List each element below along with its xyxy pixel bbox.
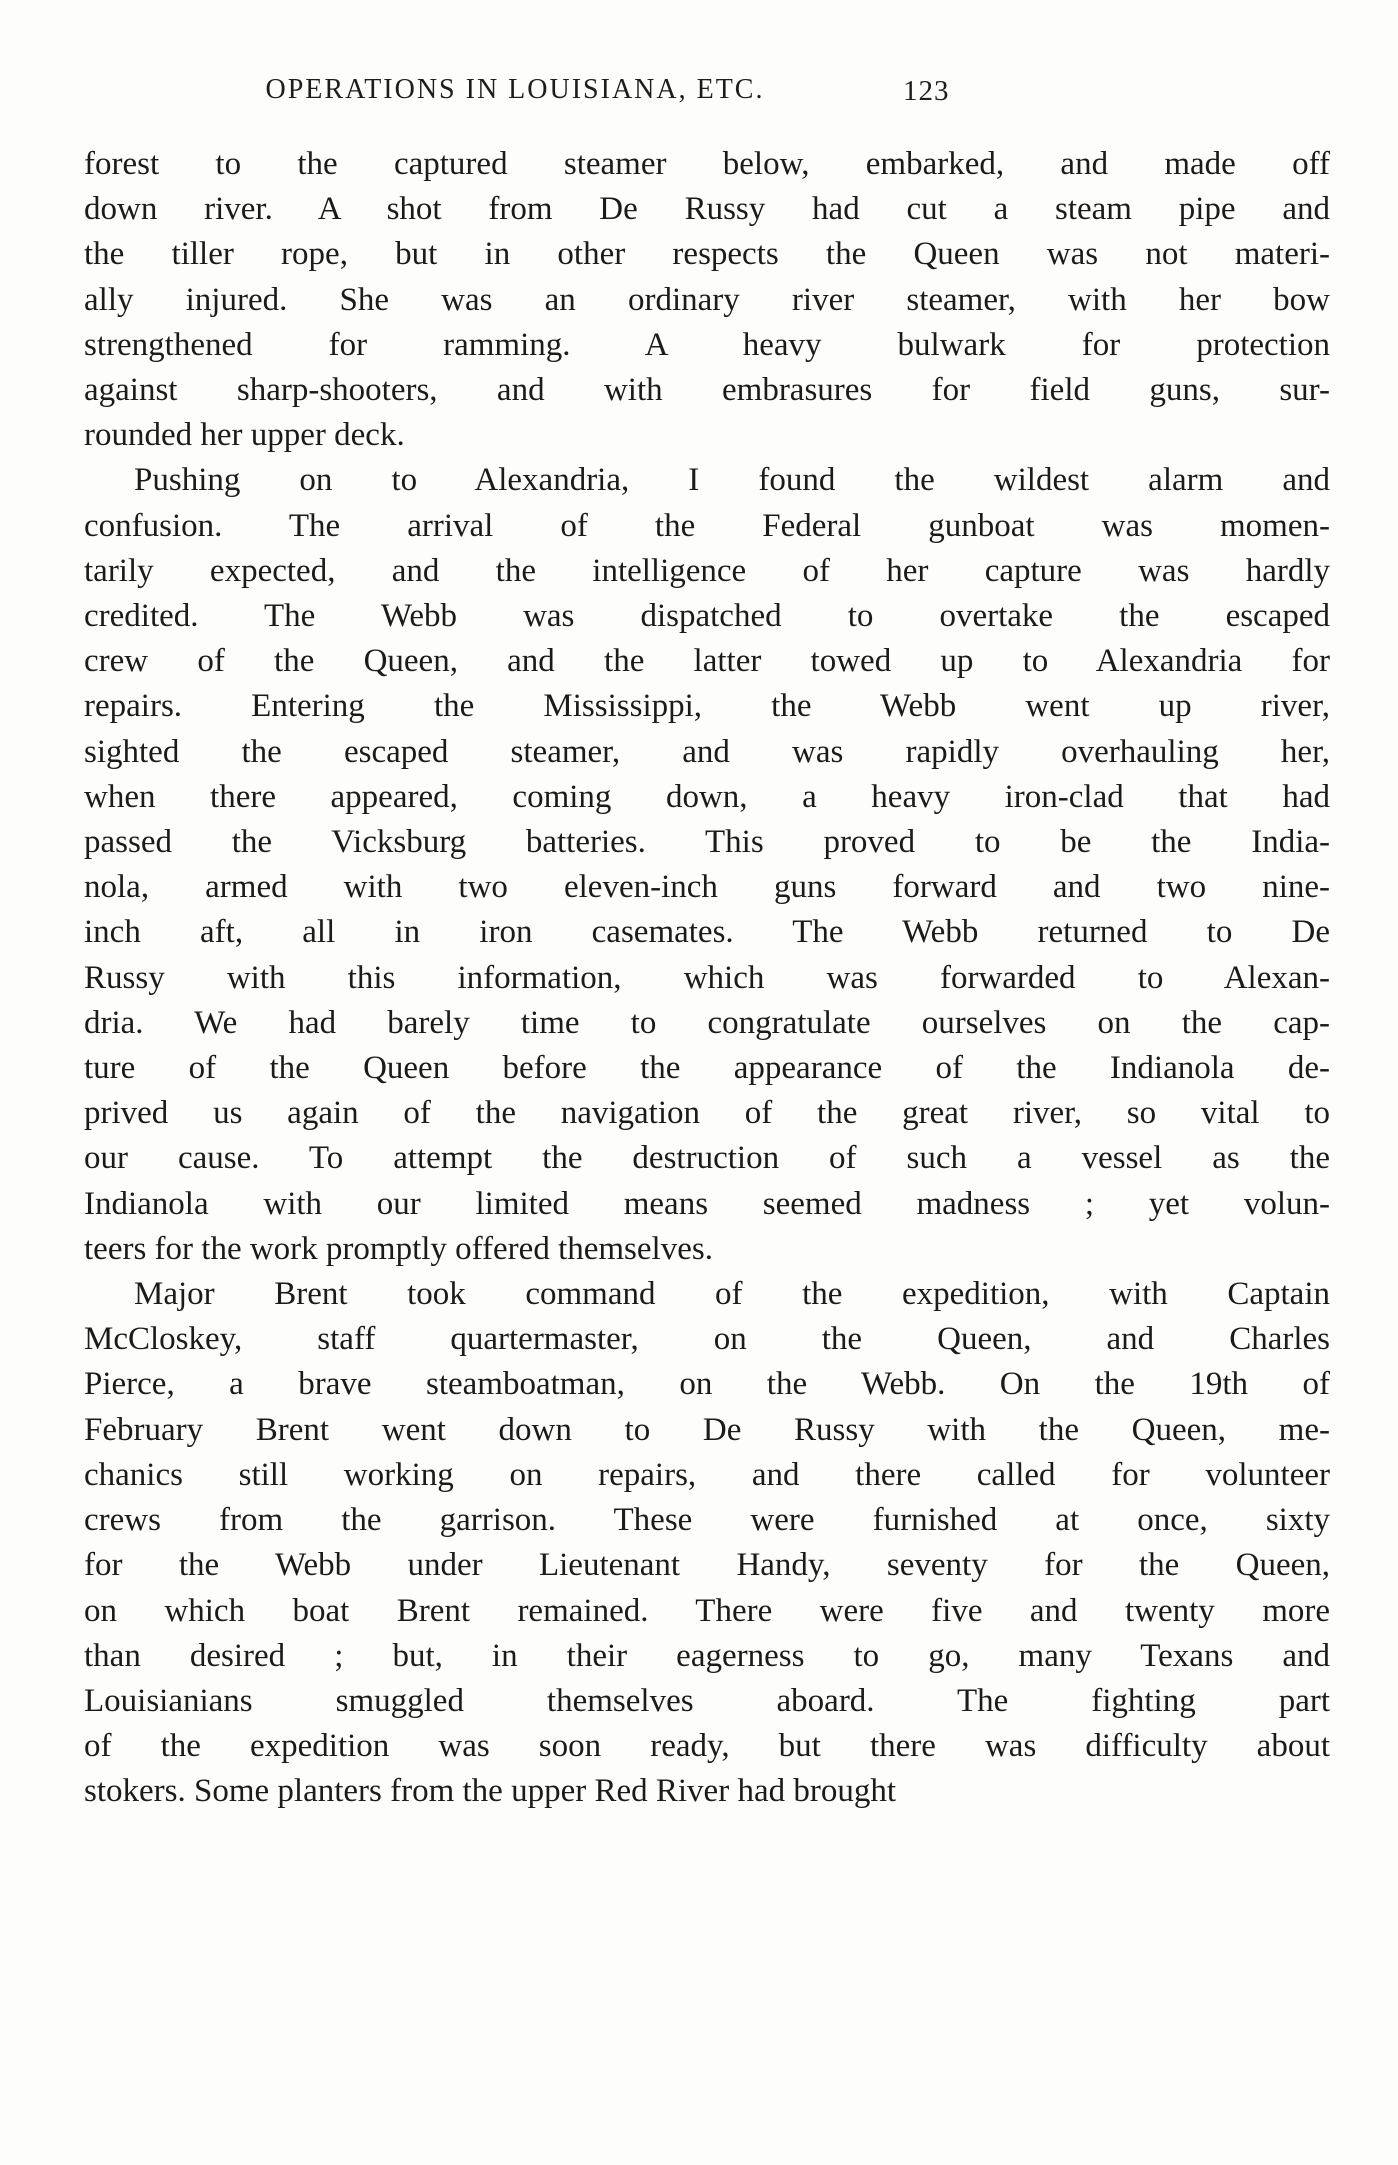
page-header-title: OPERATIONS IN LOUISIANA, ETC. (265, 74, 765, 105)
text-line: against sharp-shooters, and with embrasures for field guns, sur- (84, 372, 1330, 409)
page-number: 123 (903, 75, 950, 107)
text-line: dria. We had barely time to congratulate ourselves on the cap- (84, 1004, 1330, 1041)
text-line: forest to the captured steamer below, embarked, and made off (84, 146, 1330, 182)
text-line: our cause. To attempt the destruction of such a vessel as the (84, 1140, 1330, 1177)
text-line: when there appeared, coming down, a heavy iron-clad that had (84, 778, 1330, 815)
text-line: of the expedition was soon ready, but there was difficulty about (84, 1728, 1330, 1765)
text-line: nola, armed with two eleven-inch guns forward and two nine- (84, 869, 1330, 906)
text-line: February Brent went down to De Russy with the Queen, me- (84, 1411, 1330, 1448)
paragraph (84, 458, 1330, 1272)
text-line: on which boat Brent remained. There were five and twenty more (84, 1592, 1330, 1629)
text-line: rounded her upper deck. (84, 417, 405, 454)
text-line: passed the Vicksburg batteries. This proved to be the India- (84, 824, 1330, 861)
text-line: inch aft, all in iron casemates. The Webb returned to De (84, 914, 1330, 951)
text-line: strengthened for ramming. A heavy bulwark for protection (84, 326, 1330, 363)
paragraph (84, 142, 1330, 458)
text-line: Pushing on to Alexandria, I found the wildest alarm and (134, 462, 1330, 499)
text-line: McCloskey, staff quartermaster, on the Queen, and Charles (84, 1321, 1330, 1358)
text-line: crew of the Queen, and the latter towed up to Alexandria for (84, 643, 1330, 680)
text-line: prived us again of the navigation of the great river, so vital to (84, 1095, 1330, 1132)
paragraph (84, 1272, 1330, 1814)
text-line: stokers. Some planters from the upper Red River had brought (84, 1773, 896, 1810)
text-line: Major Brent took command of the expedition, with Captain (134, 1276, 1330, 1313)
text-line: repairs. Entering the Mississippi, the Webb went up river, (84, 688, 1330, 725)
text-line: sighted the escaped steamer, and was rapidly overhauling her, (84, 733, 1330, 770)
text-line: the tiller rope, but in other respects the Queen was not materi- (84, 236, 1330, 273)
text-line: credited. The Webb was dispatched to overtake the escaped (84, 598, 1330, 635)
text-line: for the Webb under Lieutenant Handy, seventy for the Queen, (84, 1547, 1330, 1584)
text-line: Pierce, a brave steamboatman, on the Webb. On the 19th of (84, 1366, 1330, 1403)
running-header (0, 74, 1398, 114)
text-line: ally injured. She was an ordinary river steamer, with her bow (84, 281, 1330, 318)
text-line: down river. A shot from De Russy had cut a steam pipe and (84, 191, 1330, 228)
text-line: teers for the work promptly offered themselves. (84, 1230, 713, 1267)
text-line: confusion. The arrival of the Federal gunboat was momen- (84, 507, 1330, 544)
text-line: Louisianians smuggled themselves aboard. The fighting part (84, 1682, 1330, 1719)
text-line: than desired ; but, in their eagerness to go, many Texans and (84, 1637, 1330, 1674)
text-line: tarily expected, and the intelligence of her capture was hardly (84, 552, 1330, 589)
page-body (84, 142, 1330, 1815)
text-line: chanics still working on repairs, and there called for volunteer (84, 1456, 1330, 1493)
text-line: crews from the garrison. These were furnished at once, sixty (84, 1502, 1330, 1539)
text-line: Indianola with our limited means seemed madness ; yet volun- (84, 1185, 1330, 1222)
text-line: Russy with this information, which was forwarded to Alexan- (84, 959, 1330, 996)
text-line: ture of the Queen before the appearance of the Indianola de- (84, 1050, 1330, 1087)
